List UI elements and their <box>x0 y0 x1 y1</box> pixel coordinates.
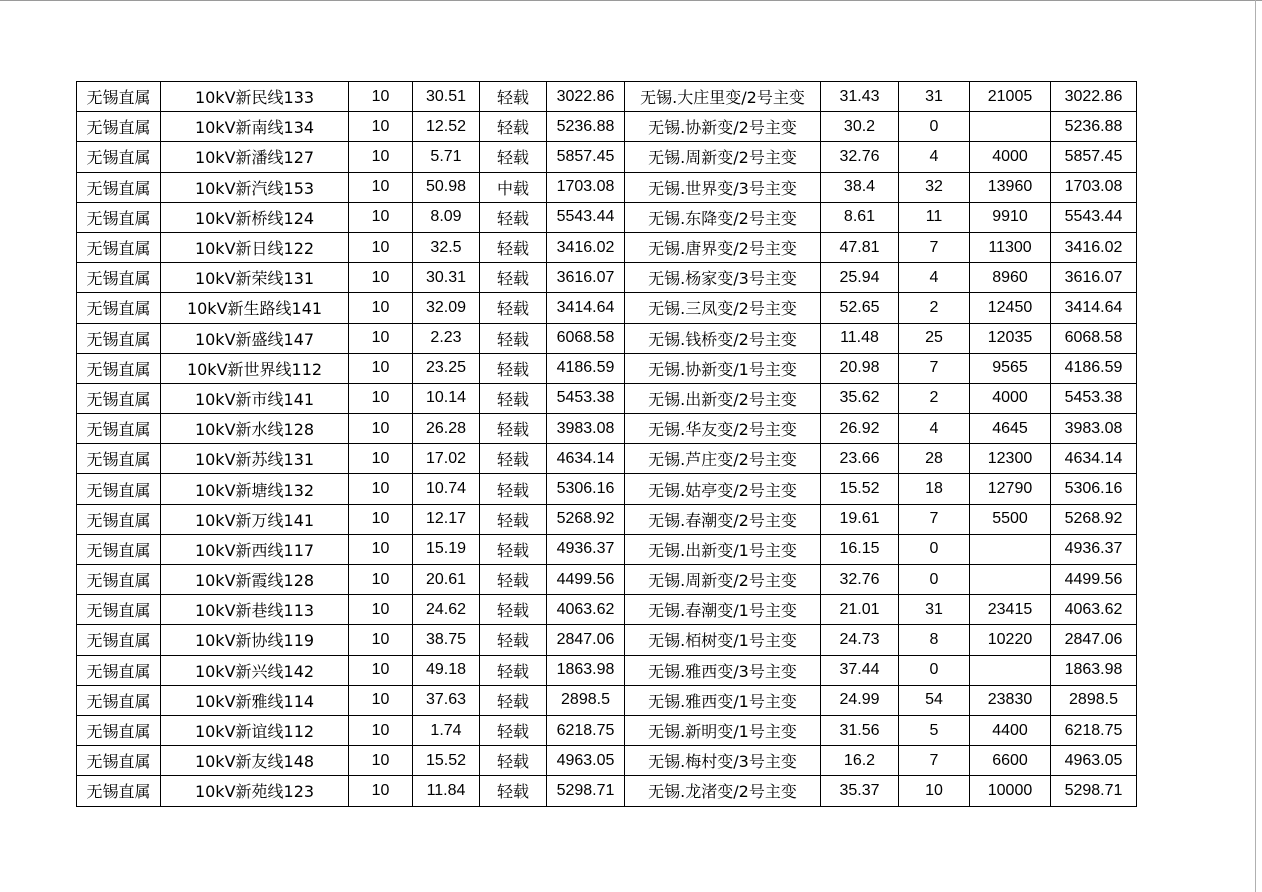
cell-pending-count: 11 <box>899 202 970 232</box>
page-top-edge <box>0 0 1262 1</box>
cell-available-capacity: 5306.16 <box>1051 474 1137 504</box>
cell-voltage: 10 <box>349 82 413 112</box>
cell-load-status: 轻载 <box>480 565 547 595</box>
cell-pending-capacity: 8960 <box>970 263 1051 293</box>
cell-load-status: 轻载 <box>480 746 547 776</box>
cell-available-capacity: 1863.98 <box>1051 655 1137 685</box>
cell-pending-count: 31 <box>899 82 970 112</box>
cell-available-capacity: 4634.14 <box>1051 444 1137 474</box>
cell-unit: 无锡直属 <box>77 504 161 534</box>
table-row <box>77 776 1137 806</box>
cell-substation: 无锡.栢树变/1号主变 <box>625 625 821 655</box>
cell-line-name: 10kV新苏线131 <box>161 444 349 474</box>
cell-pending-capacity: 23830 <box>970 685 1051 715</box>
cell-pending-count: 0 <box>899 534 970 564</box>
cell-line-name: 10kV新协线119 <box>161 625 349 655</box>
cell-available-capacity: 3983.08 <box>1051 414 1137 444</box>
cell-load-status: 轻载 <box>480 444 547 474</box>
cell-voltage: 10 <box>349 293 413 323</box>
cell-substation: 无锡.钱桥变/2号主变 <box>625 323 821 353</box>
cell-transformer-load: 37.44 <box>821 655 899 685</box>
cell-available-capacity: 5236.88 <box>1051 112 1137 142</box>
cell-pending-count: 10 <box>899 776 970 806</box>
cell-voltage: 10 <box>349 595 413 625</box>
cell-substation: 无锡.姑亭变/2号主变 <box>625 474 821 504</box>
cell-pending-count: 0 <box>899 565 970 595</box>
cell-load-rate: 32.09 <box>413 293 480 323</box>
table-row <box>77 142 1137 172</box>
cell-spare-capacity: 3983.08 <box>547 414 625 444</box>
cell-load-rate: 20.61 <box>413 565 480 595</box>
cell-substation: 无锡.龙渚变/2号主变 <box>625 776 821 806</box>
cell-substation: 无锡.唐界变/2号主变 <box>625 232 821 262</box>
cell-available-capacity: 5453.38 <box>1051 383 1137 413</box>
cell-substation: 无锡.协新变/1号主变 <box>625 353 821 383</box>
cell-voltage: 10 <box>349 263 413 293</box>
cell-substation: 无锡.周新变/2号主变 <box>625 565 821 595</box>
cell-available-capacity: 5857.45 <box>1051 142 1137 172</box>
cell-spare-capacity: 4186.59 <box>547 353 625 383</box>
cell-substation: 无锡.大庄里变/2号主变 <box>625 82 821 112</box>
cell-load-status: 轻载 <box>480 293 547 323</box>
cell-load-status: 中载 <box>480 172 547 202</box>
cell-voltage: 10 <box>349 142 413 172</box>
cell-load-rate: 30.31 <box>413 263 480 293</box>
cell-line-name: 10kV新生路线141 <box>161 293 349 323</box>
cell-pending-capacity: 4000 <box>970 142 1051 172</box>
cell-pending-capacity: 4645 <box>970 414 1051 444</box>
cell-voltage: 10 <box>349 685 413 715</box>
cell-voltage: 10 <box>349 565 413 595</box>
cell-transformer-load: 30.2 <box>821 112 899 142</box>
cell-spare-capacity: 5543.44 <box>547 202 625 232</box>
cell-load-status: 轻载 <box>480 112 547 142</box>
cell-substation: 无锡.世界变/3号主变 <box>625 172 821 202</box>
cell-load-rate: 37.63 <box>413 685 480 715</box>
cell-load-rate: 26.28 <box>413 414 480 444</box>
cell-available-capacity: 3616.07 <box>1051 263 1137 293</box>
cell-pending-count: 7 <box>899 353 970 383</box>
cell-spare-capacity: 1703.08 <box>547 172 625 202</box>
cell-load-status: 轻载 <box>480 655 547 685</box>
cell-load-status: 轻载 <box>480 263 547 293</box>
cell-voltage: 10 <box>349 202 413 232</box>
cell-pending-count: 54 <box>899 685 970 715</box>
cell-unit: 无锡直属 <box>77 263 161 293</box>
cell-transformer-load: 23.66 <box>821 444 899 474</box>
cell-line-name: 10kV新霞线128 <box>161 565 349 595</box>
cell-load-rate: 38.75 <box>413 625 480 655</box>
cell-available-capacity: 6068.58 <box>1051 323 1137 353</box>
cell-pending-count: 25 <box>899 323 970 353</box>
cell-spare-capacity: 4634.14 <box>547 444 625 474</box>
cell-load-status: 轻载 <box>480 353 547 383</box>
cell-pending-capacity: 23415 <box>970 595 1051 625</box>
cell-spare-capacity: 3416.02 <box>547 232 625 262</box>
page-right-edge <box>1255 0 1256 892</box>
cell-load-rate: 30.51 <box>413 82 480 112</box>
cell-substation: 无锡.春潮变/1号主变 <box>625 595 821 625</box>
table-row <box>77 595 1137 625</box>
cell-load-rate: 5.71 <box>413 142 480 172</box>
cell-transformer-load: 16.15 <box>821 534 899 564</box>
cell-available-capacity: 5543.44 <box>1051 202 1137 232</box>
table-row <box>77 534 1137 564</box>
cell-voltage: 10 <box>349 232 413 262</box>
cell-unit: 无锡直属 <box>77 172 161 202</box>
cell-load-rate: 50.98 <box>413 172 480 202</box>
cell-available-capacity: 4936.37 <box>1051 534 1137 564</box>
cell-transformer-load: 32.76 <box>821 142 899 172</box>
cell-line-name: 10kV新西线117 <box>161 534 349 564</box>
cell-load-status: 轻载 <box>480 202 547 232</box>
cell-line-name: 10kV新友线148 <box>161 746 349 776</box>
cell-voltage: 10 <box>349 625 413 655</box>
cell-available-capacity: 6218.75 <box>1051 715 1137 745</box>
cell-line-name: 10kV新桥线124 <box>161 202 349 232</box>
cell-substation: 无锡.东降变/2号主变 <box>625 202 821 232</box>
cell-pending-capacity: 12790 <box>970 474 1051 504</box>
cell-unit: 无锡直属 <box>77 715 161 745</box>
cell-spare-capacity: 3616.07 <box>547 263 625 293</box>
cell-substation: 无锡.出新变/1号主变 <box>625 534 821 564</box>
cell-unit: 无锡直属 <box>77 444 161 474</box>
table-row <box>77 293 1137 323</box>
cell-unit: 无锡直属 <box>77 293 161 323</box>
cell-spare-capacity: 1863.98 <box>547 655 625 685</box>
table-row <box>77 232 1137 262</box>
cell-transformer-load: 20.98 <box>821 353 899 383</box>
cell-transformer-load: 15.52 <box>821 474 899 504</box>
table-row <box>77 685 1137 715</box>
cell-load-status: 轻载 <box>480 142 547 172</box>
cell-pending-capacity <box>970 534 1051 564</box>
cell-spare-capacity: 5306.16 <box>547 474 625 504</box>
cell-spare-capacity: 5298.71 <box>547 776 625 806</box>
cell-voltage: 10 <box>349 323 413 353</box>
cell-spare-capacity: 4499.56 <box>547 565 625 595</box>
cell-pending-capacity: 4400 <box>970 715 1051 745</box>
cell-load-rate: 17.02 <box>413 444 480 474</box>
cell-unit: 无锡直属 <box>77 202 161 232</box>
cell-line-name: 10kV新苑线123 <box>161 776 349 806</box>
cell-spare-capacity: 2898.5 <box>547 685 625 715</box>
cell-transformer-load: 35.37 <box>821 776 899 806</box>
cell-pending-capacity: 10220 <box>970 625 1051 655</box>
cell-line-name: 10kV新塘线132 <box>161 474 349 504</box>
cell-load-status: 轻载 <box>480 474 547 504</box>
cell-substation: 无锡.雅西变/1号主变 <box>625 685 821 715</box>
cell-voltage: 10 <box>349 534 413 564</box>
cell-load-rate: 23.25 <box>413 353 480 383</box>
cell-load-rate: 24.62 <box>413 595 480 625</box>
cell-load-status: 轻载 <box>480 595 547 625</box>
cell-pending-capacity: 9910 <box>970 202 1051 232</box>
cell-pending-capacity: 11300 <box>970 232 1051 262</box>
table-row <box>77 414 1137 444</box>
cell-unit: 无锡直属 <box>77 655 161 685</box>
table-row <box>77 323 1137 353</box>
cell-spare-capacity: 6218.75 <box>547 715 625 745</box>
cell-transformer-load: 35.62 <box>821 383 899 413</box>
cell-line-name: 10kV新水线128 <box>161 414 349 444</box>
cell-pending-count: 31 <box>899 595 970 625</box>
cell-pending-capacity: 12450 <box>970 293 1051 323</box>
cell-unit: 无锡直属 <box>77 625 161 655</box>
cell-load-status: 轻载 <box>480 383 547 413</box>
cell-unit: 无锡直属 <box>77 565 161 595</box>
cell-load-rate: 10.74 <box>413 474 480 504</box>
table-row <box>77 655 1137 685</box>
cell-voltage: 10 <box>349 746 413 776</box>
cell-unit: 无锡直属 <box>77 232 161 262</box>
cell-spare-capacity: 4063.62 <box>547 595 625 625</box>
cell-spare-capacity: 2847.06 <box>547 625 625 655</box>
cell-load-status: 轻载 <box>480 232 547 262</box>
cell-voltage: 10 <box>349 444 413 474</box>
cell-line-name: 10kV新兴线142 <box>161 655 349 685</box>
table-row <box>77 565 1137 595</box>
cell-transformer-load: 32.76 <box>821 565 899 595</box>
cell-load-status: 轻载 <box>480 625 547 655</box>
cell-load-status: 轻载 <box>480 323 547 353</box>
cell-substation: 无锡.出新变/2号主变 <box>625 383 821 413</box>
cell-unit: 无锡直属 <box>77 383 161 413</box>
cell-pending-capacity: 5500 <box>970 504 1051 534</box>
cell-load-rate: 2.23 <box>413 323 480 353</box>
cell-available-capacity: 3022.86 <box>1051 82 1137 112</box>
cell-line-name: 10kV新巷线113 <box>161 595 349 625</box>
cell-load-rate: 12.52 <box>413 112 480 142</box>
cell-pending-count: 2 <box>899 383 970 413</box>
cell-voltage: 10 <box>349 776 413 806</box>
cell-unit: 无锡直属 <box>77 112 161 142</box>
cell-line-name: 10kV新万线141 <box>161 504 349 534</box>
cell-load-rate: 15.19 <box>413 534 480 564</box>
cell-load-rate: 1.74 <box>413 715 480 745</box>
cell-pending-count: 8 <box>899 625 970 655</box>
cell-pending-capacity: 21005 <box>970 82 1051 112</box>
table-row <box>77 746 1137 776</box>
cell-available-capacity: 4499.56 <box>1051 565 1137 595</box>
cell-load-status: 轻载 <box>480 414 547 444</box>
cell-load-rate: 8.09 <box>413 202 480 232</box>
cell-substation: 无锡.新明变/1号主变 <box>625 715 821 745</box>
cell-load-status: 轻载 <box>480 534 547 564</box>
cell-line-name: 10kV新日线122 <box>161 232 349 262</box>
cell-unit: 无锡直属 <box>77 353 161 383</box>
cell-line-name: 10kV新雅线114 <box>161 685 349 715</box>
cell-substation: 无锡.春潮变/2号主变 <box>625 504 821 534</box>
cell-line-name: 10kV新谊线112 <box>161 715 349 745</box>
cell-unit: 无锡直属 <box>77 746 161 776</box>
cell-unit: 无锡直属 <box>77 776 161 806</box>
cell-spare-capacity: 4963.05 <box>547 746 625 776</box>
cell-pending-count: 4 <box>899 414 970 444</box>
cell-pending-count: 4 <box>899 142 970 172</box>
cell-load-status: 轻载 <box>480 685 547 715</box>
cell-transformer-load: 21.01 <box>821 595 899 625</box>
cell-available-capacity: 4963.05 <box>1051 746 1137 776</box>
cell-voltage: 10 <box>349 172 413 202</box>
cell-substation: 无锡.芦庄变/2号主变 <box>625 444 821 474</box>
cell-pending-count: 18 <box>899 474 970 504</box>
cell-transformer-load: 31.56 <box>821 715 899 745</box>
cell-unit: 无锡直属 <box>77 595 161 625</box>
cell-pending-capacity: 6600 <box>970 746 1051 776</box>
cell-transformer-load: 47.81 <box>821 232 899 262</box>
cell-line-name: 10kV新荣线131 <box>161 263 349 293</box>
cell-available-capacity: 2847.06 <box>1051 625 1137 655</box>
cell-voltage: 10 <box>349 353 413 383</box>
cell-unit: 无锡直属 <box>77 685 161 715</box>
table-row <box>77 504 1137 534</box>
table-row <box>77 172 1137 202</box>
cell-transformer-load: 24.73 <box>821 625 899 655</box>
cell-transformer-load: 24.99 <box>821 685 899 715</box>
cell-line-name: 10kV新南线134 <box>161 112 349 142</box>
cell-transformer-load: 26.92 <box>821 414 899 444</box>
cell-transformer-load: 31.43 <box>821 82 899 112</box>
cell-pending-count: 7 <box>899 746 970 776</box>
cell-available-capacity: 2898.5 <box>1051 685 1137 715</box>
cell-voltage: 10 <box>349 414 413 444</box>
cell-line-name: 10kV新潘线127 <box>161 142 349 172</box>
cell-voltage: 10 <box>349 504 413 534</box>
cell-transformer-load: 11.48 <box>821 323 899 353</box>
cell-transformer-load: 52.65 <box>821 293 899 323</box>
cell-line-name: 10kV新民线133 <box>161 82 349 112</box>
cell-pending-count: 2 <box>899 293 970 323</box>
cell-load-status: 轻载 <box>480 715 547 745</box>
table-row <box>77 474 1137 504</box>
cell-spare-capacity: 3022.86 <box>547 82 625 112</box>
cell-load-rate: 11.84 <box>413 776 480 806</box>
cell-pending-capacity: 12035 <box>970 323 1051 353</box>
cell-substation: 无锡.协新变/2号主变 <box>625 112 821 142</box>
cell-pending-count: 7 <box>899 232 970 262</box>
cell-voltage: 10 <box>349 474 413 504</box>
cell-line-name: 10kV新汽线153 <box>161 172 349 202</box>
cell-substation: 无锡.杨家变/3号主变 <box>625 263 821 293</box>
cell-unit: 无锡直属 <box>77 414 161 444</box>
table-row <box>77 353 1137 383</box>
cell-pending-capacity <box>970 112 1051 142</box>
cell-unit: 无锡直属 <box>77 474 161 504</box>
cell-unit: 无锡直属 <box>77 534 161 564</box>
cell-pending-count: 28 <box>899 444 970 474</box>
cell-pending-capacity: 13960 <box>970 172 1051 202</box>
cell-load-rate: 10.14 <box>413 383 480 413</box>
table-row <box>77 202 1137 232</box>
table-body <box>77 82 1137 807</box>
table-row <box>77 444 1137 474</box>
cell-transformer-load: 25.94 <box>821 263 899 293</box>
cell-pending-capacity: 9565 <box>970 353 1051 383</box>
cell-available-capacity: 4063.62 <box>1051 595 1137 625</box>
cell-line-name: 10kV新世界线112 <box>161 353 349 383</box>
cell-load-status: 轻载 <box>480 504 547 534</box>
cell-load-rate: 15.52 <box>413 746 480 776</box>
cell-pending-count: 4 <box>899 263 970 293</box>
cell-line-name: 10kV新盛线147 <box>161 323 349 353</box>
cell-pending-count: 0 <box>899 112 970 142</box>
cell-transformer-load: 19.61 <box>821 504 899 534</box>
cell-load-rate: 49.18 <box>413 655 480 685</box>
cell-substation: 无锡.周新变/2号主变 <box>625 142 821 172</box>
cell-spare-capacity: 5857.45 <box>547 142 625 172</box>
cell-pending-count: 32 <box>899 172 970 202</box>
cell-pending-capacity <box>970 655 1051 685</box>
cell-pending-count: 7 <box>899 504 970 534</box>
table-row <box>77 112 1137 142</box>
table-row <box>77 625 1137 655</box>
cell-substation: 无锡.华友变/2号主变 <box>625 414 821 444</box>
cell-spare-capacity: 5268.92 <box>547 504 625 534</box>
cell-pending-capacity <box>970 565 1051 595</box>
cell-substation: 无锡.三凤变/2号主变 <box>625 293 821 323</box>
cell-unit: 无锡直属 <box>77 82 161 112</box>
cell-load-status: 轻载 <box>480 776 547 806</box>
cell-load-rate: 32.5 <box>413 232 480 262</box>
cell-pending-capacity: 4000 <box>970 383 1051 413</box>
cell-voltage: 10 <box>349 715 413 745</box>
cell-load-status: 轻载 <box>480 82 547 112</box>
cell-pending-count: 0 <box>899 655 970 685</box>
cell-pending-capacity: 10000 <box>970 776 1051 806</box>
cell-available-capacity: 5298.71 <box>1051 776 1137 806</box>
cell-voltage: 10 <box>349 112 413 142</box>
cell-spare-capacity: 4936.37 <box>547 534 625 564</box>
cell-spare-capacity: 6068.58 <box>547 323 625 353</box>
cell-spare-capacity: 3414.64 <box>547 293 625 323</box>
cell-line-name: 10kV新市线141 <box>161 383 349 413</box>
cell-unit: 无锡直属 <box>77 323 161 353</box>
cell-pending-count: 5 <box>899 715 970 745</box>
cell-voltage: 10 <box>349 383 413 413</box>
feeder-load-table <box>76 81 1137 807</box>
cell-available-capacity: 5268.92 <box>1051 504 1137 534</box>
cell-available-capacity: 3414.64 <box>1051 293 1137 323</box>
table-row <box>77 263 1137 293</box>
cell-transformer-load: 16.2 <box>821 746 899 776</box>
cell-substation: 无锡.梅村变/3号主变 <box>625 746 821 776</box>
cell-available-capacity: 1703.08 <box>1051 172 1137 202</box>
cell-transformer-load: 38.4 <box>821 172 899 202</box>
cell-substation: 无锡.雅西变/3号主变 <box>625 655 821 685</box>
cell-available-capacity: 3416.02 <box>1051 232 1137 262</box>
cell-pending-capacity: 12300 <box>970 444 1051 474</box>
table-row <box>77 715 1137 745</box>
cell-unit: 无锡直属 <box>77 142 161 172</box>
cell-available-capacity: 4186.59 <box>1051 353 1137 383</box>
cell-load-rate: 12.17 <box>413 504 480 534</box>
cell-voltage: 10 <box>349 655 413 685</box>
table-row <box>77 82 1137 112</box>
cell-transformer-load: 8.61 <box>821 202 899 232</box>
cell-spare-capacity: 5236.88 <box>547 112 625 142</box>
cell-spare-capacity: 5453.38 <box>547 383 625 413</box>
table-row <box>77 383 1137 413</box>
